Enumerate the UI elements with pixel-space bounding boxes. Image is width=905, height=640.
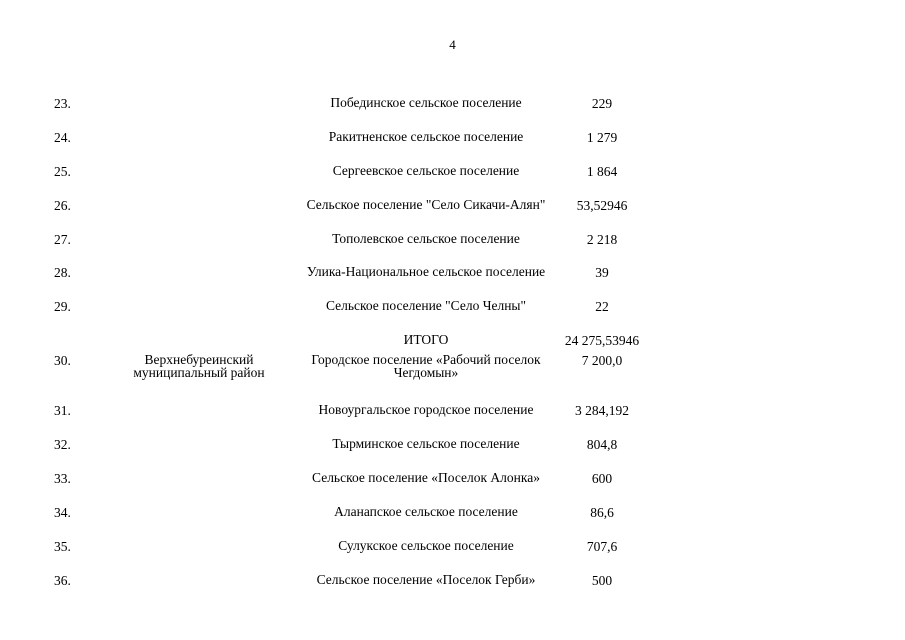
row-number: 30.: [54, 353, 71, 368]
settlement-name: Побединское сельское поселение: [330, 95, 522, 110]
settlement-value: 1 279: [586, 130, 618, 145]
table-row: [0, 164, 905, 198]
settlement-value: 229: [591, 96, 613, 111]
row-number: 23.: [54, 96, 71, 111]
settlement-name: Сельское поселение "Село Челны": [325, 298, 527, 313]
settlement-value: 1 864: [586, 164, 618, 179]
settlement-name: Аланапское сельское поселение: [334, 504, 518, 519]
settlement-name: Городское поселение «Рабочий поселок Чегдомын»: [311, 352, 541, 380]
table-row: [0, 437, 905, 471]
row-number: 35.: [54, 539, 71, 554]
settlement-name: Новоургальское городское поселение: [318, 402, 534, 417]
total-label: ИТОГО: [403, 332, 449, 347]
settlement-name: Тырминское сельское поселение: [332, 436, 520, 451]
settlement-value: 804,8: [586, 437, 618, 452]
table-row: [0, 265, 905, 299]
row-number: 27.: [54, 232, 71, 247]
settlement-value: 39: [595, 265, 609, 280]
settlement-value: 7 200,0: [581, 353, 623, 368]
table-row: [0, 505, 905, 539]
row-number: 36.: [54, 573, 71, 588]
table-row: [0, 471, 905, 505]
row-number: 31.: [54, 403, 71, 418]
table-row: [0, 198, 905, 232]
settlement-name: Сельское поселение "Село Сикачи-Алян": [306, 197, 546, 212]
settlement-name: Улика-Национальное сельское поселение: [306, 264, 546, 279]
row-number: 33.: [54, 471, 71, 486]
table-row: [0, 573, 905, 607]
row-number: 26.: [54, 198, 71, 213]
settlement-value: 53,52946: [576, 198, 628, 213]
settlement-name: Тополевское сельское поселение: [332, 231, 520, 246]
settlement-value: 707,6: [586, 539, 618, 554]
row-number: 34.: [54, 505, 71, 520]
table-row: [0, 232, 905, 266]
row-number: 25.: [54, 164, 71, 179]
table-row: [0, 96, 905, 130]
settlement-name: Ракитненское сельское поселение: [328, 129, 524, 144]
row-number: 24.: [54, 130, 71, 145]
settlement-value: 86,6: [590, 505, 614, 520]
row-number: 28.: [54, 265, 71, 280]
settlement-name: Сельское поселение «Поселок Алонка»: [312, 470, 540, 485]
table-row: [0, 299, 905, 333]
settlement-name: Сергеевское сельское поселение: [332, 163, 520, 178]
table-row: [0, 403, 905, 437]
settlement-name: Сулукское сельское поселение: [338, 538, 514, 553]
settlement-value: 22: [595, 299, 609, 314]
settlement-name: Сельское поселение «Поселок Герби»: [316, 572, 536, 587]
table-row: [0, 130, 905, 164]
settlement-value: 600: [591, 471, 613, 486]
table-row: [0, 353, 905, 387]
row-number: 29.: [54, 299, 71, 314]
settlement-value: 500: [591, 573, 613, 588]
district-name: Верхнебуреинский муниципальный район: [133, 352, 265, 380]
settlement-value: 3 284,192: [575, 403, 629, 418]
row-number: 32.: [54, 437, 71, 452]
table-row: [0, 539, 905, 573]
total-value: 24 275,53946: [564, 333, 640, 348]
page-number: 4: [449, 37, 456, 52]
settlement-value: 2 218: [586, 232, 618, 247]
